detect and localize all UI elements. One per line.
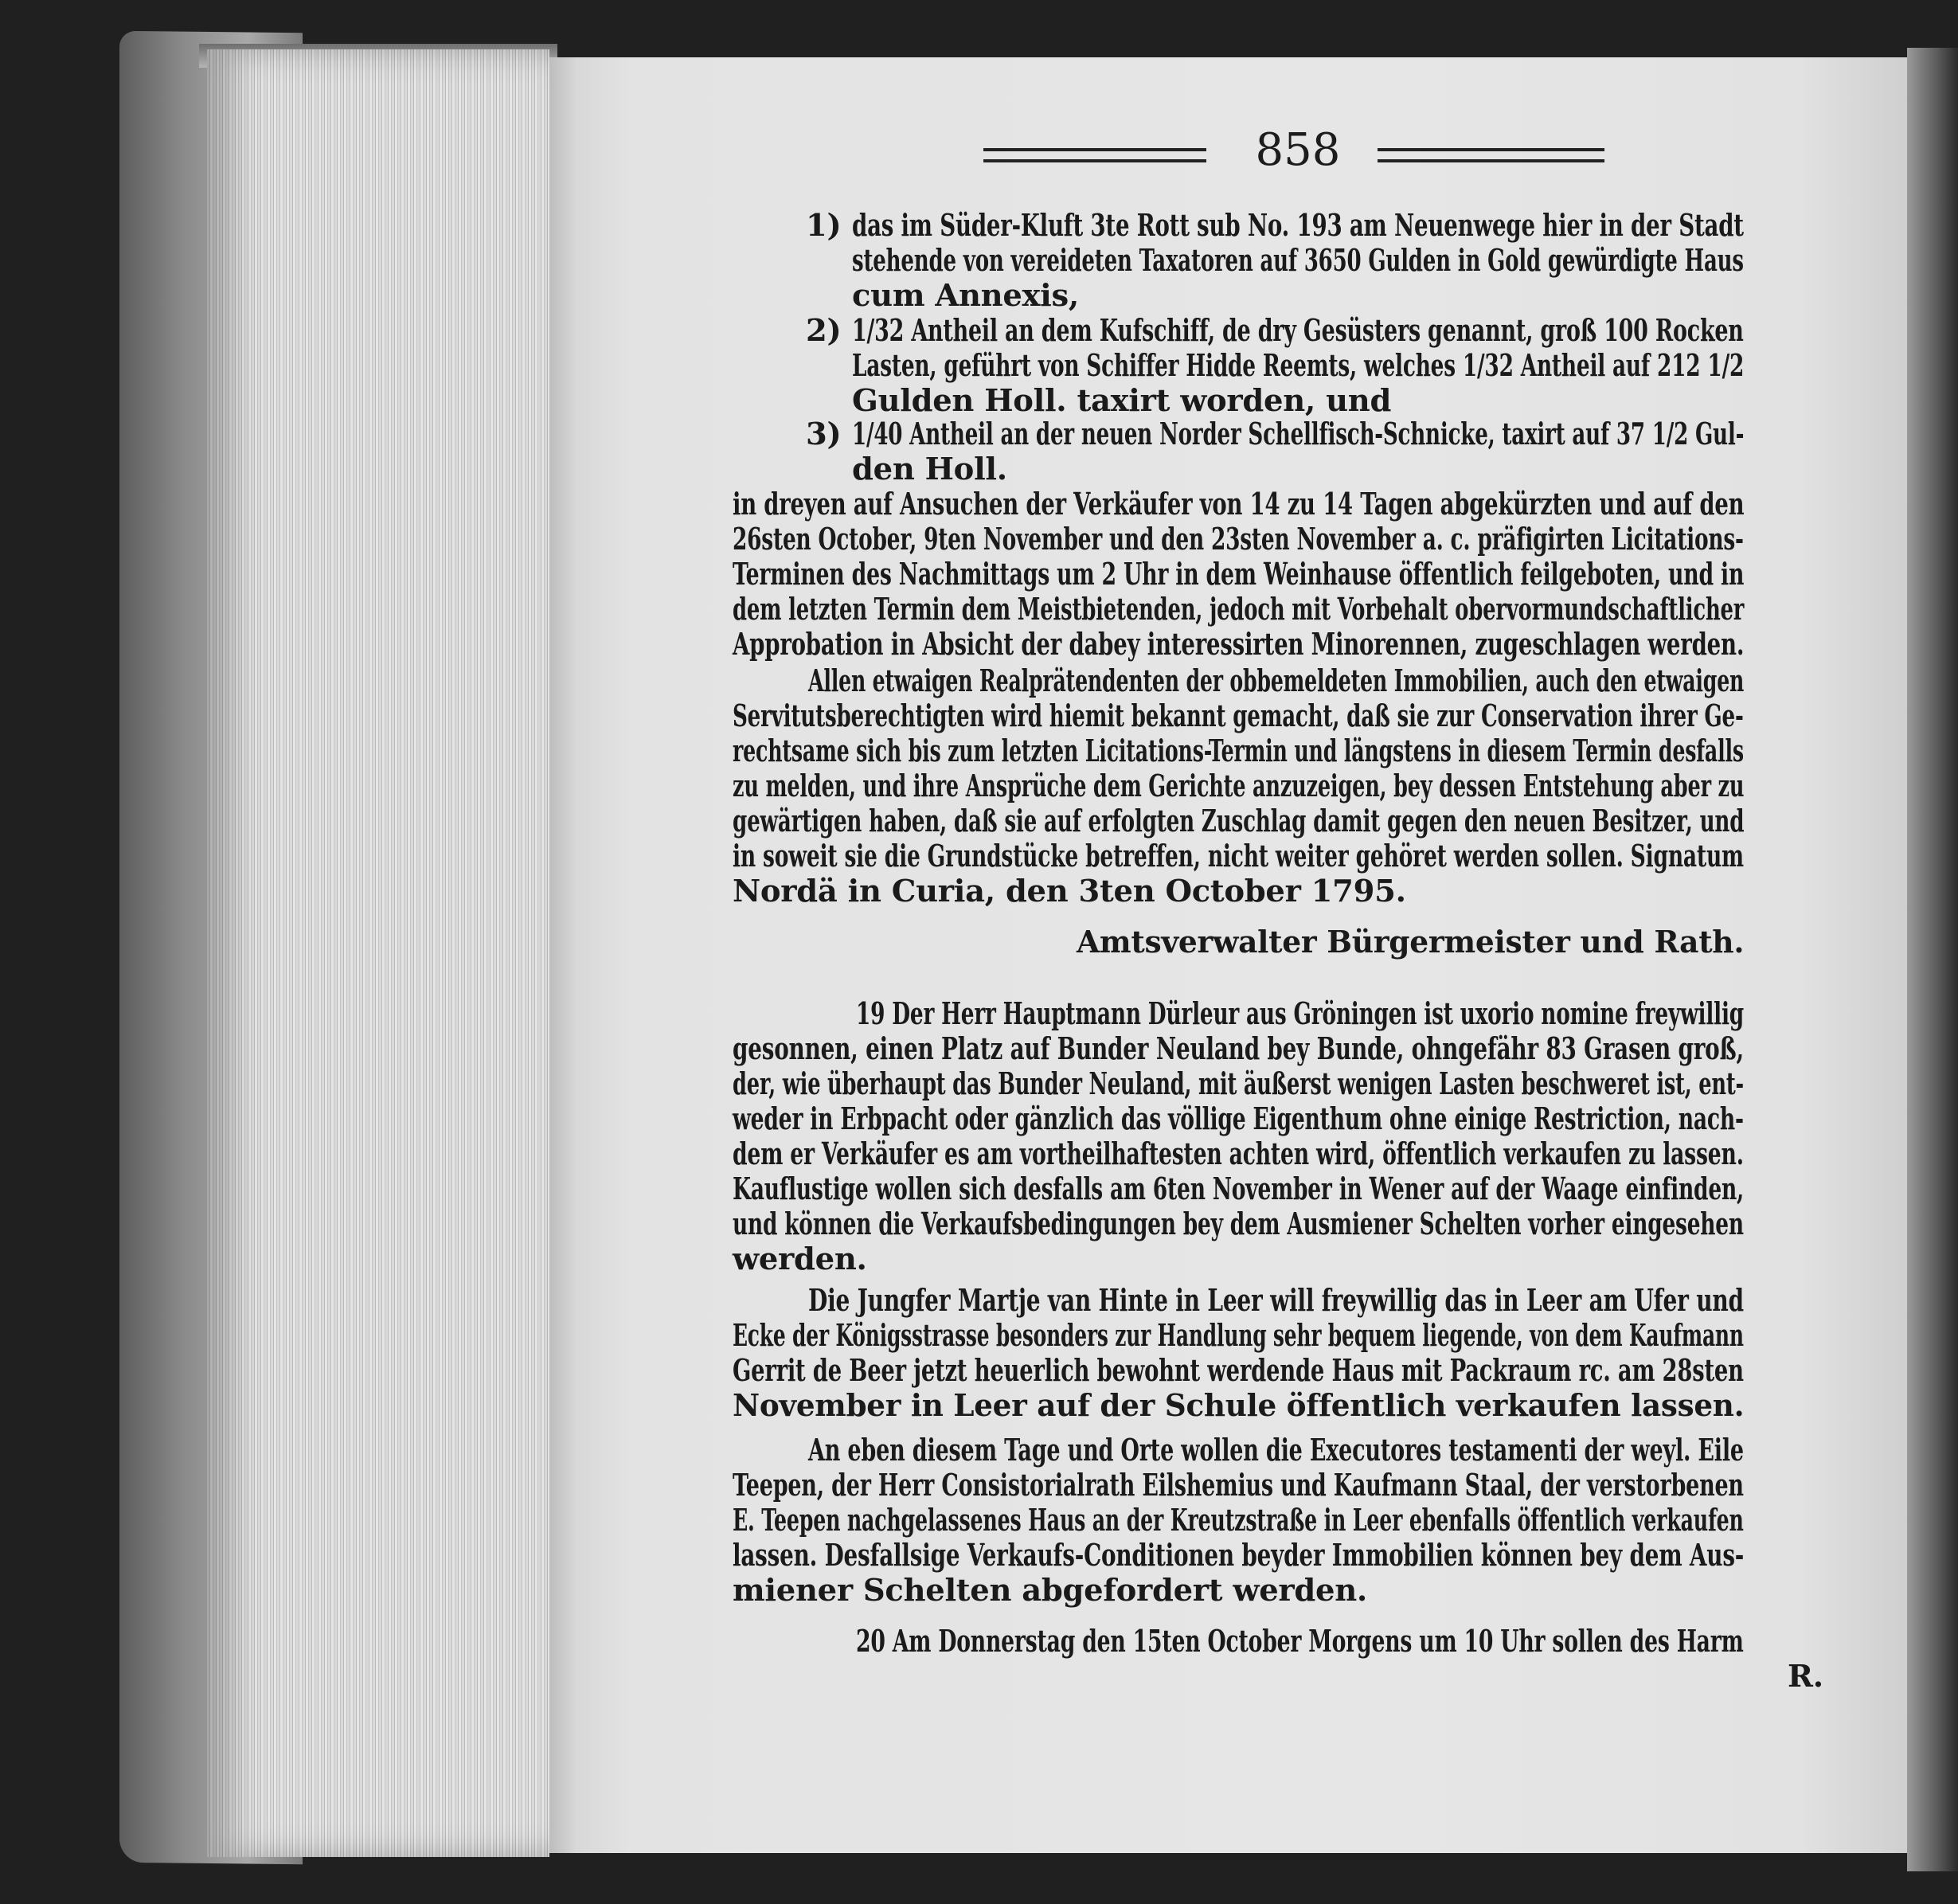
paragraph-line: werden. [733,1241,867,1277]
paragraph-line: Nordä in Curia, den 3ten October 1795. [733,874,1406,909]
item-number: 1) [806,208,842,244]
paragraph-line: Gerrit de Beer jetzt heuerlich bewohnt werdende Haus mit Packraum rc. am 28sten [733,1353,1744,1389]
paragraph-line: 20 Am Donnerstag den 15ten October Morgens um 10 Uhr sollen des Harm [856,1624,1744,1660]
paragraph-line: gesonnen, einen Platz auf Bunder Neuland bey Bunde, ohngefähr 83 Grasen groß, [733,1031,1744,1067]
item-number: 2) [806,313,842,349]
paragraph-line: Ecke der Königsstrasse besonders zur Handlung sehr bequem liegende, von dem Kaufmann [733,1318,1744,1354]
paragraph-line: Kauflustige wollen sich desfalls am 6ten November in Wener auf der Waage einfinden, [733,1171,1745,1207]
item-line: 1/32 Antheil an dem Kufschiff, de dry Gesüsters genannt, groß 100 Rocken [852,313,1744,349]
paragraph-line: in soweit sie die Grundstücke betreffen, nicht weiter gehöret werden sollen. Signatum [733,839,1744,874]
item-line: Lasten, geführt von Schiffer Hidde Reemts, welches 1/32 Antheil auf 212 1/2 [852,348,1745,384]
item-number: 3) [806,416,842,452]
paragraph-line: An eben diesem Tage und Orte wollen die Executores testamenti der weyl. Eile [808,1433,1744,1468]
item-line: 1/40 Antheil an der neuen Norder Schellfisch-Schnicke, taxirt auf 37 1/2 Gul- [852,416,1745,452]
paragraph-line: Servitutsberechtigten wird hiemit bekannt gemacht, daß sie zur Conservation ihrer Ge- [733,698,1744,734]
paragraph-line: 19 Der Herr Hauptmann Dürleur aus Gröningen ist uxorio nomine freywillig [856,996,1744,1032]
page-edges [207,49,549,1857]
book-right-edge [1907,48,1958,1871]
page-header [983,124,1604,180]
catchword: R. [1788,1659,1823,1695]
item-line: stehende von vereideten Taxatoren auf 3650 Gulden in Gold gewürdigte Haus [852,243,1744,279]
book-page [549,57,1907,1853]
paragraph-line: Allen etwaigen Realprätendenten der obbemeldeten Immobilien, auch den etwaigen [808,663,1745,699]
item-line: cum Annexis, [852,278,1079,314]
item-line: das im Süder-Kluft 3te Rott sub No. 193 am Neuenwege hier in der Stadt [852,208,1744,244]
paragraph-line: dem letzten Termin dem Meistbietenden, jedoch mit Vorbehalt obervormundschaftlicher [733,592,1745,627]
paragraph-line: und können die Verkaufsbedingungen bey dem Ausmiener Schelten vorher eingesehen [733,1206,1744,1242]
header-rule-left [983,148,1206,162]
item-line: Gulden Holl. taxirt worden, und [852,383,1392,419]
paragraph-line: dem er Verkäufer es am vortheilhaftesten achten wird, öffentlich verkaufen zu lassen. [733,1136,1744,1172]
paragraph-line: E. Teepen nachgelassenes Haus an der Kreutzstraße in Leer ebenfalls öffentlich verkaufen [733,1503,1744,1538]
paragraph-line: Approbation in Absicht der dabey interessirten Minorennen, zugeschlagen werden. [733,627,1745,663]
paragraph-line: rechtsame sich bis zum letzten Licitations-Termin und längstens in diesem Termin desfalls [733,733,1744,769]
paragraph-line: in dreyen auf Ansuchen der Verkäufer von 14 zu 14 Tagen abgekürzten und auf den [733,487,1745,522]
paragraph-line: 26sten October, 9ten November und den 23sten November a. c. präfigirten Licitations- [733,522,1744,557]
signature: Amtsverwalter Bürgermeister und Rath. [1077,925,1745,960]
paragraph-line: Teepen, der Herr Consistorialrath Eilshemius und Kaufmann Staal, der verstorbenen [733,1468,1744,1503]
paragraph-line: zu melden, und ihre Ansprüche dem Gerichte anzuzeigen, bey dessen Entstehung aber zu [733,768,1745,804]
paragraph-line: miener Schelten abgefordert werden. [733,1573,1367,1609]
header-rule-right [1378,148,1604,162]
paragraph-line: Terminen des Nachmittags um 2 Uhr in dem Weinhause öffentlich feilgeboten, und in [733,557,1745,592]
paragraph-line: gewärtigen haben, daß sie auf erfolgten Zuschlag damit gegen den neuen Besitzer, und [733,803,1745,839]
paragraph-line: November in Leer auf der Schule öffentlich verkaufen lassen. [733,1388,1745,1424]
item-line: den Holl. [852,452,1007,487]
paragraph-line: der, wie überhaupt das Bunder Neuland, mit äußerst wenigen Lasten beschweret ist, ent- [733,1066,1744,1102]
paragraph-line: Die Jungfer Martje van Hinte in Leer will freywillig das in Leer am Ufer und [808,1283,1744,1319]
paragraph-line: weder in Erbpacht oder gänzlich das völlige Eigenthum ohne einige Restriction, nach- [733,1101,1744,1137]
page-number: 858 [1255,124,1341,176]
paragraph-line: lassen. Desfallsige Verkaufs-Conditionen beyder Immobilien können bey dem Aus- [733,1538,1745,1574]
